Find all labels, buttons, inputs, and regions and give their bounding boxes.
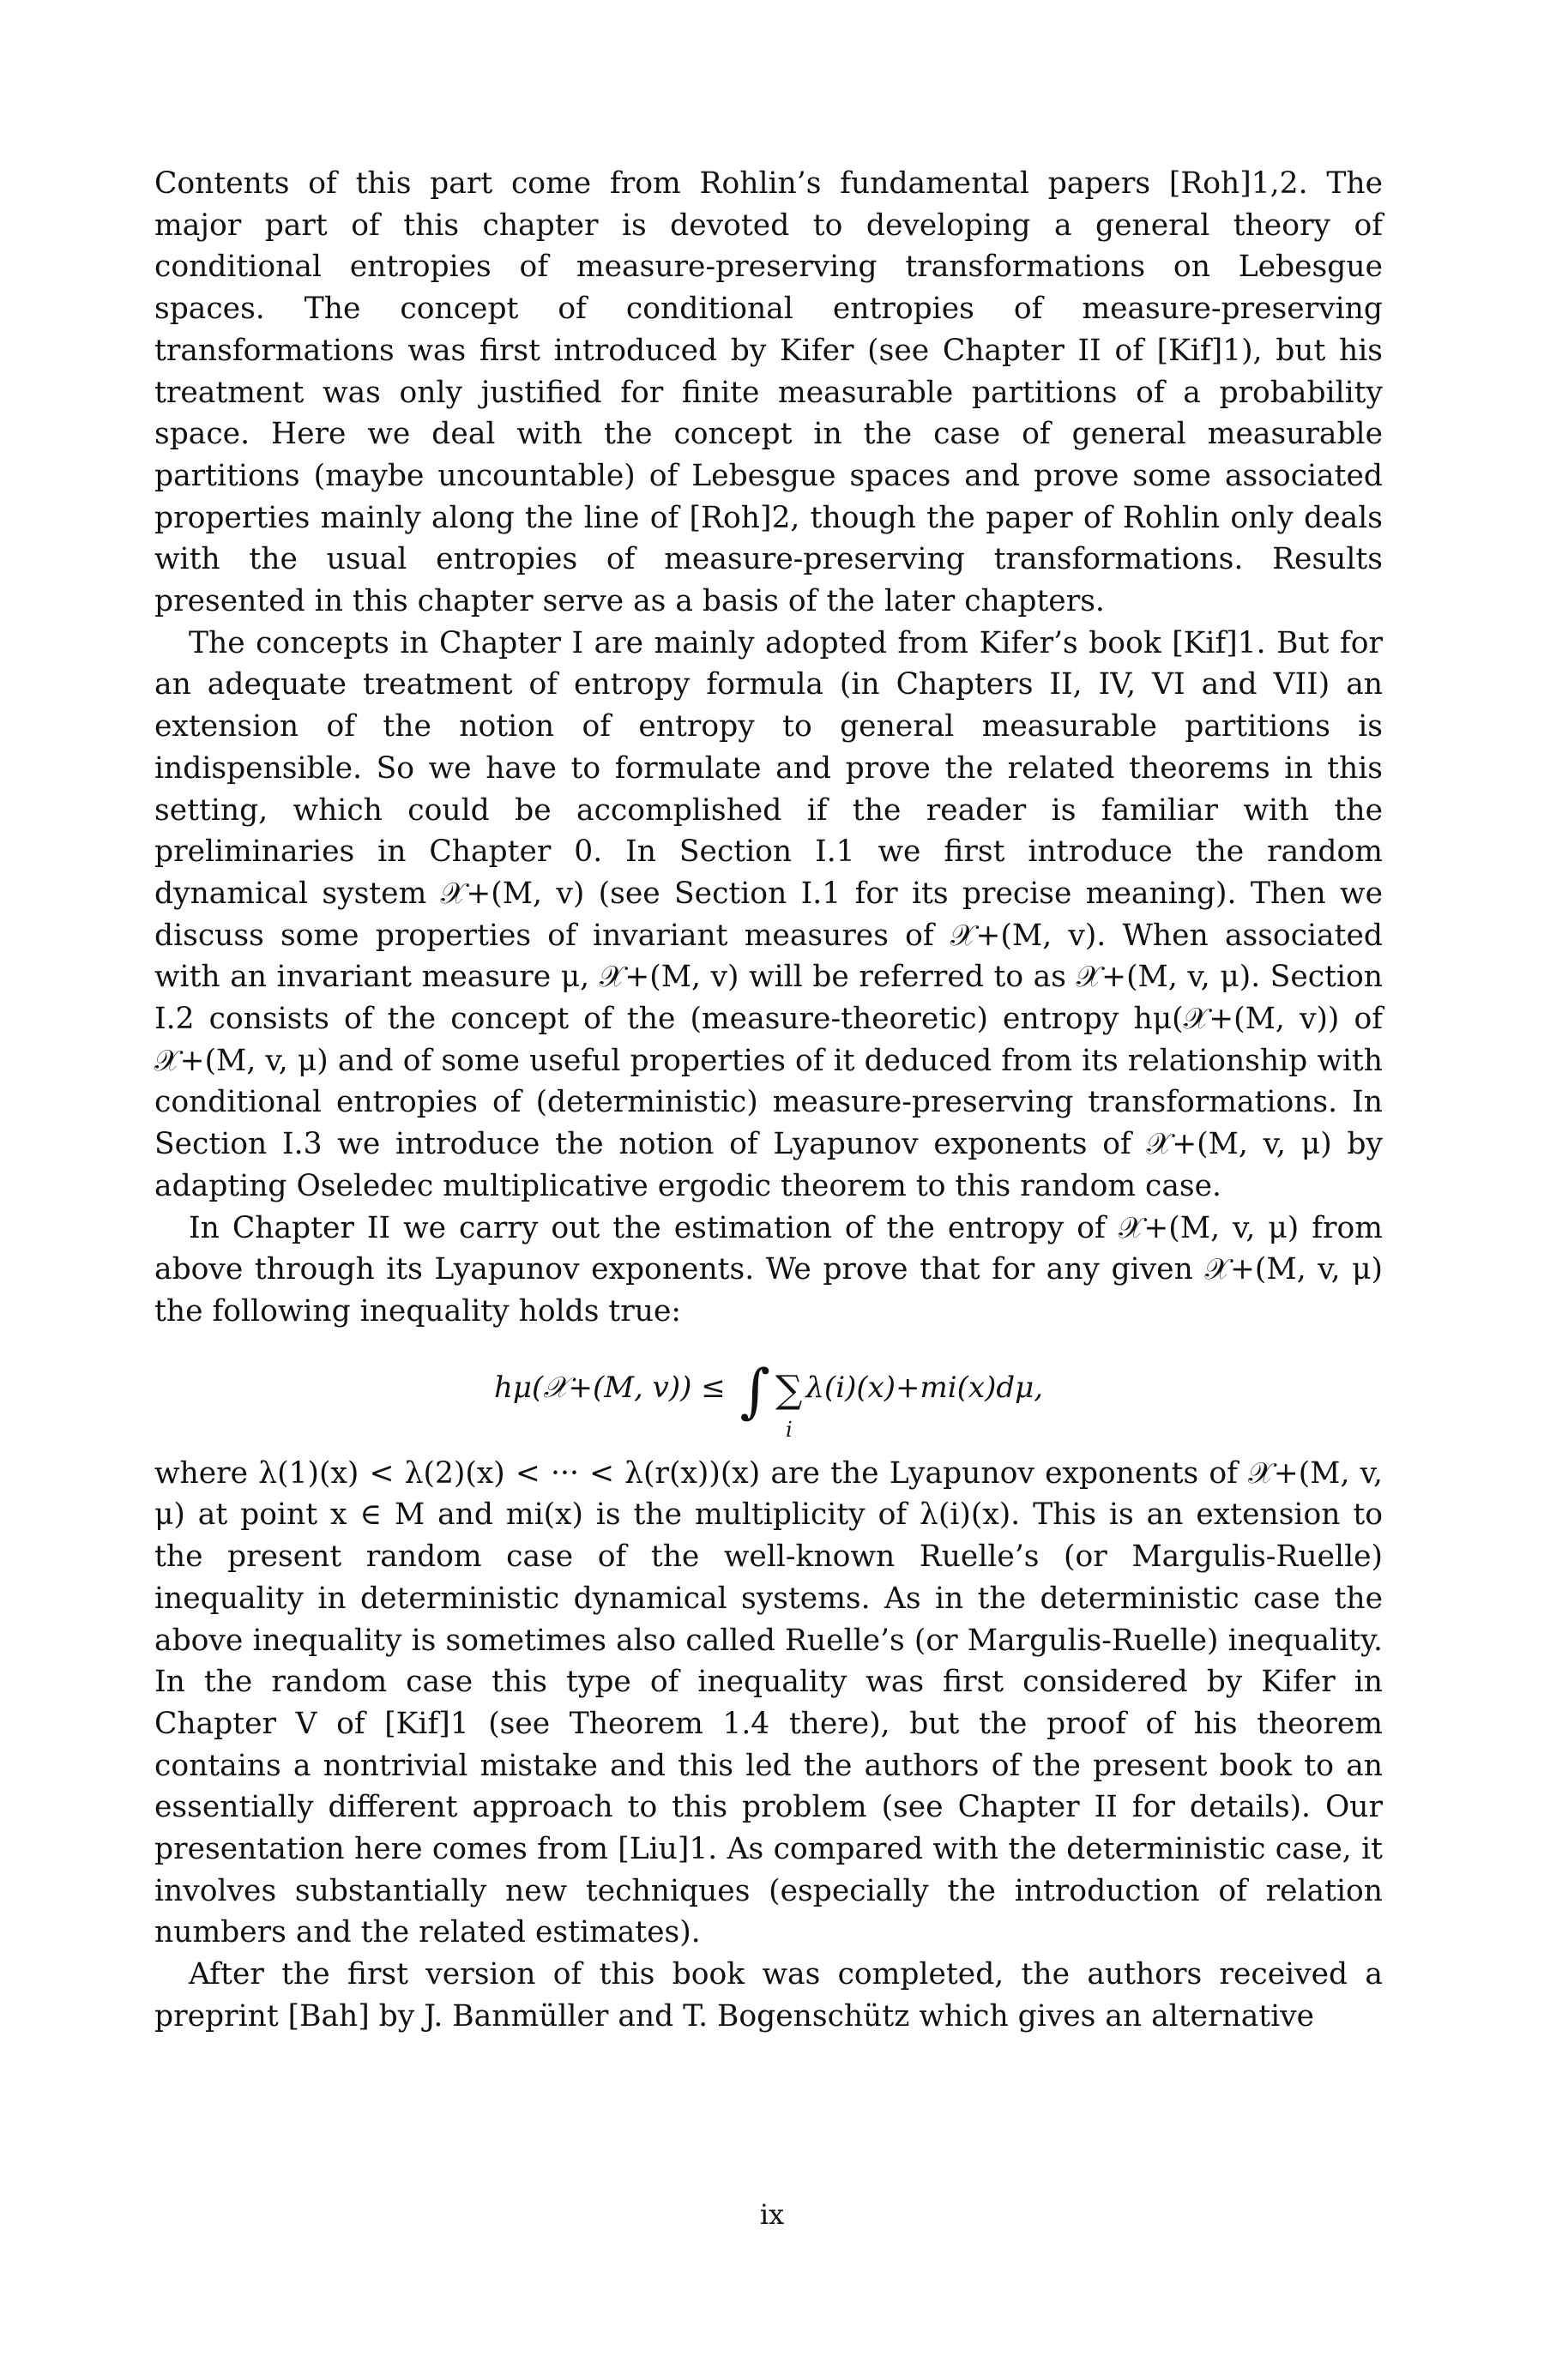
equation-integrand: λ(i)(x)+mi(x)dμ, xyxy=(805,1370,1044,1405)
paragraph-3: In Chapter II we carry out the estimation of the entropy of 𝒳+(M, v, μ) from above through its Lyapunov exponents. We prove that for any given 𝒳+(M, v, μ) the following inequality holds true: xyxy=(154,1210,1383,1329)
page-number: ix xyxy=(759,2198,785,2231)
page-body xyxy=(154,163,1383,2038)
integral-sign: ∫ xyxy=(739,1357,770,1425)
paragraph-5: After the first version of this book was completed, the authors received a preprint [Bah] by J. Banmüller and T. Bogenschütz which gives an alternative xyxy=(154,1957,1383,2034)
equation-lhs: hμ(𝒳+(M, v)) ≤ xyxy=(493,1370,726,1405)
display-equation xyxy=(154,1333,1383,1453)
paragraph-2: The concepts in Chapter I are mainly adopted from Kifer’s book [Kif]1. But for an adequate treatment of entropy formula (in Chapters II, IV, VI and VII) an extension of the notion of entropy to general measurable partitions is indispensible. So we have to formulate and prove the related theorems in this setting, which could be accomplished if the reader is familiar with the preliminaries in Chapter 0. In Section I.1 we first introduce the random dynamical system 𝒳+(M, v) (see Section I.1 for its precise meaning). Then we discuss some properties of invariant measures of 𝒳+(M, v). When associated with an invariant measure μ, 𝒳+(M, v) will be referred to as 𝒳+(M, v, μ). Section I.2 consists of the concept of the (measure-theoretic) entropy hμ(𝒳+(M, v)) of 𝒳+(M, v, μ) and of some useful properties of it deduced from its relationship with conditional entropies of (deterministic) measure-preserving transformations. In Section I.3 we introduce the notion of Lyapunov exponents of 𝒳+(M, v, μ) by adapting Oseledec multiplicative ergodic theorem to this random case. xyxy=(154,625,1383,1203)
paragraph-1: Contents of this part come from Rohlin’s fundamental papers [Roh]1,2. The major part of this chapter is devoted to developing a general theory of conditional entropies of measure-preserving transformations on Lebesgue spaces. The concept of conditional entropies of measure-preserving transformations was first introduced by Kifer (see Chapter II of [Kif]1), but his treatment was only justified for finite measurable partitions of a probability space. Here we deal with the concept in the case of general measurable partitions (maybe uncountable) of Lebesgue spaces and prove some associated properties mainly along the line of [Roh]2, though the paper of Rohlin only deals with the usual entropies of measure-preserving transformations. Results presented in this chapter serve as a basis of the later chapters. xyxy=(154,166,1383,619)
paragraph-4: where λ(1)(x) < λ(2)(x) < ··· < λ(r(x))(x) are the Lyapunov exponents of 𝒳+(M, v, μ) at point x ∈ M and mi(x) is the multiplicity of λ(i)(x). This is an extension to the present random case of the well-known Ruelle’s (or Margulis-Ruelle) inequality in deterministic dynamical systems. As in the deterministic case the above inequality is sometimes also called Ruelle’s (or Margulis-Ruelle) inequality. In the random case this type of inequality was first considered by Kifer in Chapter V of [Kif]1 (see Theorem 1.4 there), but the proof of his theorem contains a nontrivial mistake and this led the authors of the present book to an essentially different approach to this problem (see Chapter II for details). Our presentation here comes from [Liu]1. As compared with the deterministic case, it involves substantially new techniques (especially the introduction of relation numbers and the related estimates). xyxy=(154,1455,1383,1950)
summation-sign: ∑ xyxy=(775,1367,803,1412)
summation xyxy=(775,1367,803,1442)
summation-index: i xyxy=(785,1417,793,1442)
